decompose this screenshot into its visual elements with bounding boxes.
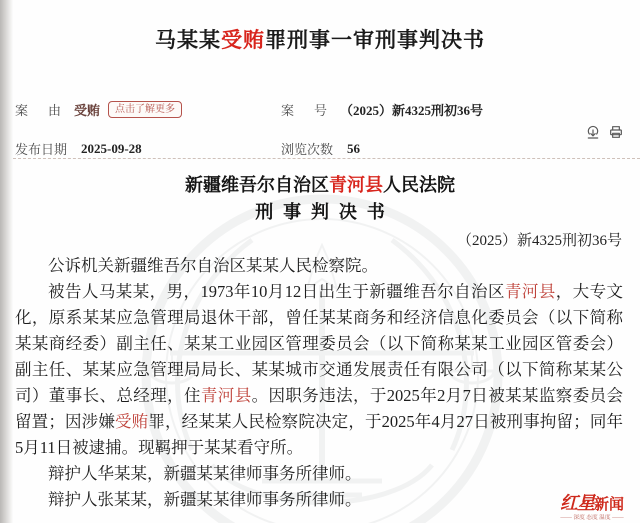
court-name-suffix: 人民法院 xyxy=(383,175,455,195)
publish-date-value: 2025-09-28 xyxy=(81,140,142,156)
meta-row-1 xyxy=(15,100,625,119)
judgment-text: ，大专文化，原系某某应急管理局退休干部，曾任某某商务和经济信息化委员会（以下简称某某商经委）副主任、某某工业园区管理委员会（以下简称某某工业园区管委会）副主任、某某应急管理局局长、某某城市交通发展责任有限公司（以下简称某某公司）董事长、总经理，住 xyxy=(15,282,623,405)
court-name-prefix: 新疆维吾尔自治区 xyxy=(185,175,329,195)
redacted-highlight-text: 青河县 xyxy=(504,282,556,301)
hongxing-news-logo xyxy=(549,494,635,522)
court-name-highlight: 青河县 xyxy=(329,175,383,195)
judgment-paragraph xyxy=(15,253,623,279)
publish-date-label: 发布日期 xyxy=(15,142,68,157)
hongxing-news-tagline: —— 深度 态度 温度 —— xyxy=(560,514,624,521)
logo-block-text: 新闻 xyxy=(593,497,624,513)
judgment-text: 辩护人华某某，新疆某某律师事务所律师。 xyxy=(48,464,362,483)
view-count-label: 浏览次数 xyxy=(281,142,334,157)
judgment-text: 公诉机关新疆维吾尔自治区某某人民检察院。 xyxy=(48,256,378,275)
document-actions xyxy=(585,124,624,140)
print-icon[interactable] xyxy=(608,124,624,140)
view-count-field xyxy=(281,139,360,158)
page-title-prefix: 马某某 xyxy=(155,28,221,52)
judgment-text: 。因职务违法，于2025年2月7日被某某监察委员会留置；因涉嫌 xyxy=(15,386,624,431)
judgment-body xyxy=(15,253,623,513)
view-count-value: 56 xyxy=(347,140,360,156)
document-type-title: 刑事判决书 xyxy=(255,202,395,222)
learn-more-button[interactable]: 点击了解更多 xyxy=(108,101,182,118)
document-case-number: （2025）新4325刑初36号 xyxy=(456,233,622,249)
case-number-value: （2025）新4325刑初36号 xyxy=(340,103,484,118)
meta-separator xyxy=(13,158,640,159)
page-title-suffix: 罪刑事一审刑事判决书 xyxy=(265,28,485,52)
redacted-highlight-text: 青河县 xyxy=(200,386,252,405)
redacted-highlight-text: 受贿 xyxy=(115,412,149,431)
page-title-highlight: 受贿 xyxy=(221,28,265,52)
judgment-paragraph xyxy=(15,279,623,461)
download-icon[interactable] xyxy=(585,124,601,140)
judgment-paragraph xyxy=(15,487,623,513)
judgment-text: 罪，经某某人民检察院决定，于2025年4月27日被刑事拘留；同年5月11日被逮捕。现羁押于某某看守所。 xyxy=(15,412,624,457)
publish-date-field xyxy=(15,139,281,158)
judgment-text: 辩护人张某某，新疆某某律师事务所律师。 xyxy=(48,490,362,509)
hongxing-news-logo-name xyxy=(549,494,635,513)
case-cause-label: 案 由 xyxy=(15,103,61,118)
meta-row-2 xyxy=(15,139,625,158)
case-cause-value: 受贿 xyxy=(74,103,101,118)
court-name xyxy=(0,171,640,197)
judgment-paragraph xyxy=(15,461,623,487)
page-title xyxy=(0,24,640,54)
page-edge-shadow xyxy=(0,0,13,523)
case-meta xyxy=(15,100,625,158)
judgment-text: 被告人马某某，男，1973年10月12日出生于新疆维吾尔自治区 xyxy=(48,282,505,301)
case-cause-field xyxy=(15,100,281,119)
case-number-field xyxy=(281,100,483,119)
case-number-label: 案 号 xyxy=(281,103,327,118)
logo-calligraphy-text: 红星 xyxy=(559,493,594,513)
